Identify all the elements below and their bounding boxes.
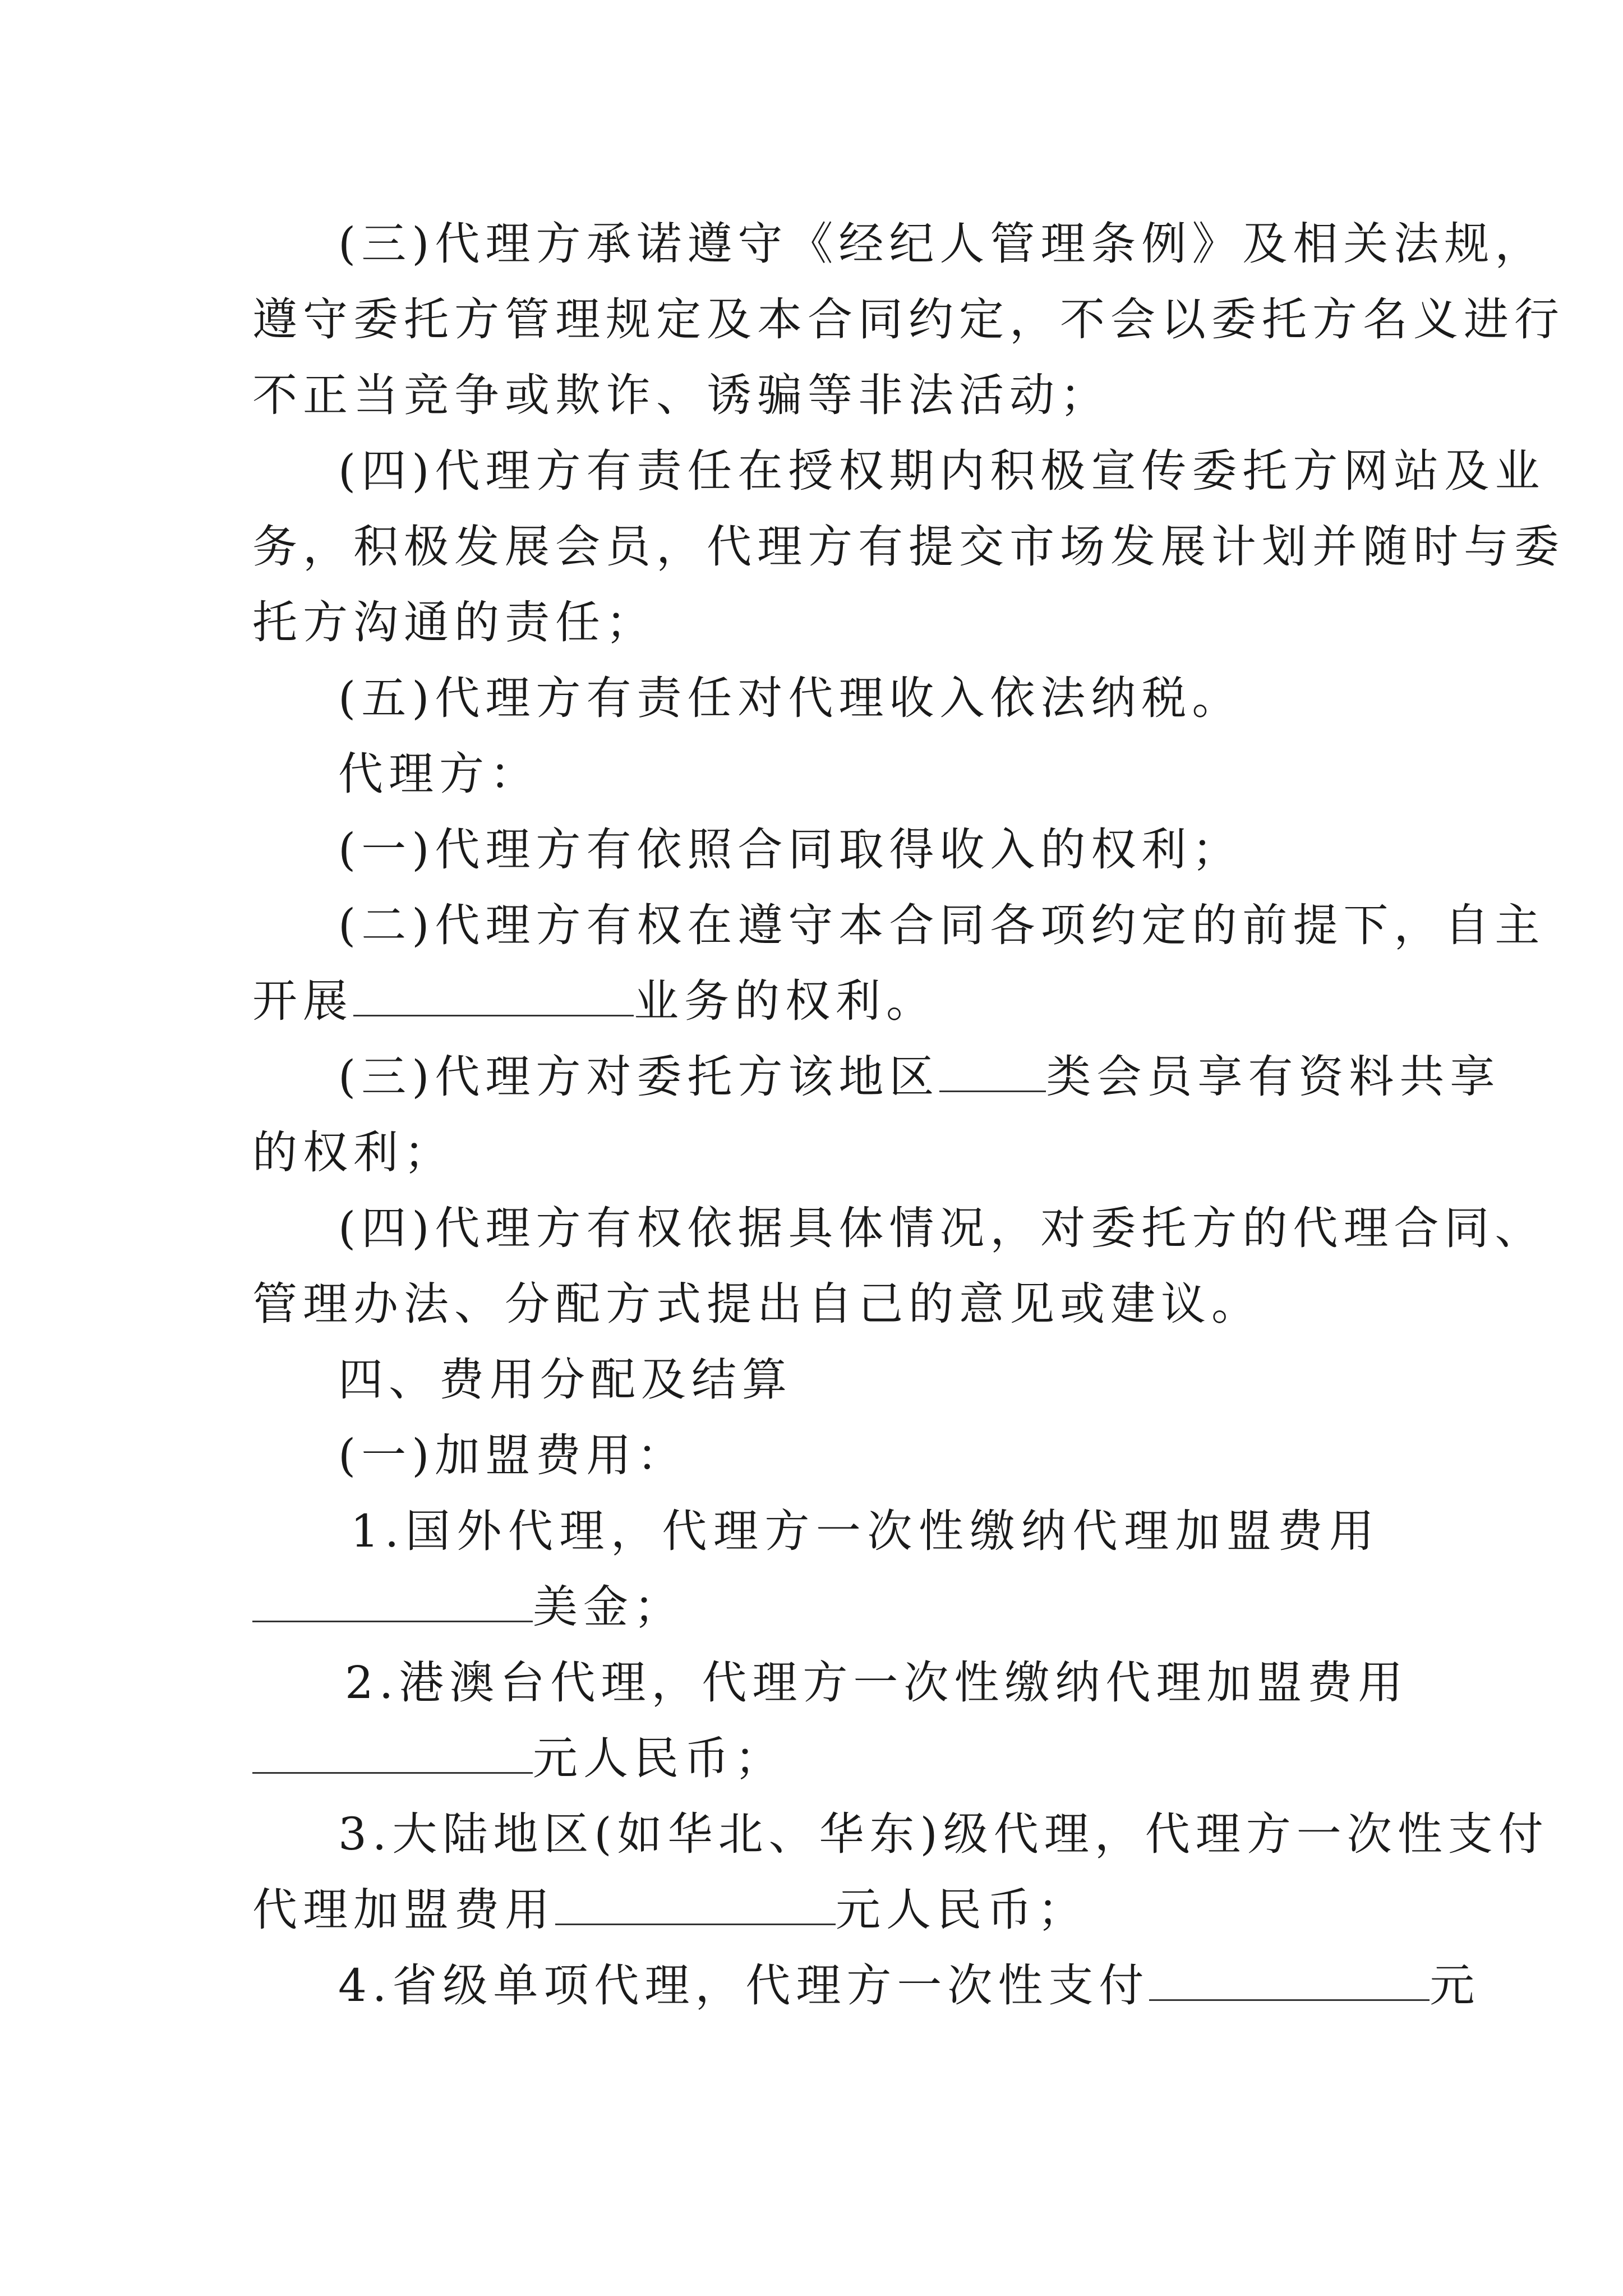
line-text-after-blank: 美金； (533, 1581, 684, 1633)
line-text-after-blank: 业务的权利。 (634, 975, 937, 1027)
paragraph-line: (四)代理方有责任在授权期内积极宣传委托方网站及业 (338, 445, 1546, 497)
paragraph-line: (四)代理方有权依据具体情况，对委托方的代理合同、 (338, 1202, 1546, 1254)
fill-in-blank[interactable] (555, 1878, 836, 1925)
paragraph-line: (三)代理方承诺遵守《经纪人管理条例》及相关法规， (338, 218, 1546, 270)
line-text-before-blank: 开展 (252, 975, 353, 1027)
paragraph-line (338, 1947, 1481, 2025)
fill-in-blank[interactable] (252, 1575, 533, 1622)
fill-in-blank[interactable] (353, 969, 634, 1016)
paragraph-line: 托方沟通的责任； (252, 596, 656, 648)
paragraph-line (338, 1038, 1501, 1116)
paragraph-line: 管理办法、分配方式提出自己的意见或建议。 (252, 1278, 1262, 1330)
paragraph-line (252, 1568, 1380, 1646)
section-heading: 四、费用分配及结算 (338, 1354, 792, 1406)
line-text-after-blank: 元 (1430, 1959, 1481, 2012)
paragraph-line (252, 1719, 1380, 1798)
paragraph-line: 2.港澳台代理，代理方一次性缴纳代理加盟费用 (345, 1657, 1409, 1709)
paragraph-line: (二)代理方有权在遵守本合同各项约定的前提下，自主 (338, 899, 1546, 951)
subsection-heading: (一)加盟费用： (338, 1429, 688, 1481)
line-text-before-blank: (三)代理方对委托方该地区 (338, 1051, 940, 1103)
paragraph-line: 1.国外代理，代理方一次性缴纳代理加盟费用 (351, 1505, 1380, 1557)
line-text-after-blank: 元人民币； (836, 1884, 1088, 1936)
paragraph-line (252, 962, 1380, 1041)
fill-in-blank[interactable] (1149, 1953, 1430, 2001)
line-text-after-blank: 类会员享有资料共享 (1046, 1051, 1501, 1103)
paragraph-line: 务，积极发展会员，代理方有提交市场发展计划并随时与委 (252, 521, 1565, 573)
fill-in-blank[interactable] (939, 1045, 1046, 1092)
paragraph-line: (一)代理方有依照合同取得收入的权利； (338, 823, 1243, 876)
paragraph-line: (五)代理方有责任对代理收入依法纳税。 (338, 672, 1243, 724)
paragraph-line: 不正当竞争或欺诈、诱骗等非法活动； (252, 369, 1110, 421)
paragraph-line: 3.大陆地区(如华北、华东)级代理，代理方一次性支付 (338, 1808, 1549, 1860)
fill-in-blank[interactable] (252, 1726, 533, 1774)
paragraph-line: 的权利； (252, 1126, 454, 1179)
section-label: 代理方： (338, 748, 540, 800)
line-text-before-blank: 4.省级单项代理，代理方一次性支付 (338, 1959, 1150, 2012)
line-text-before-blank: 代理加盟费用 (252, 1884, 555, 1936)
line-text-after-blank: 元人民币； (533, 1732, 785, 1784)
paragraph-line: 遵守委托方管理规定及本合同约定，不会以委托方名义进行 (252, 293, 1565, 346)
paragraph-line (252, 1871, 1380, 1949)
